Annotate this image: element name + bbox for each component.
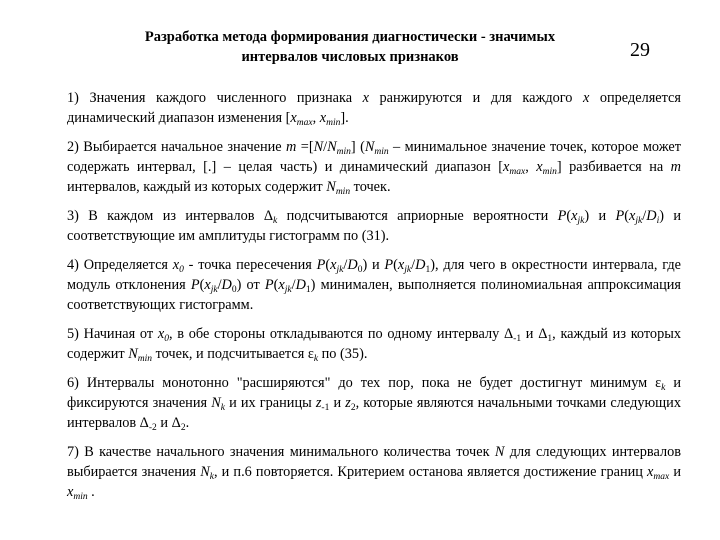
step-7: 7) В качестве начального значения минимального количества точек N для следующих интервалов выбирается значения $N_k$, и п.6 повторяется. Критерием останова является достижение границ $x_{max}$ и $x_{min}$ .: [67, 444, 681, 502]
page-number: 29: [630, 39, 650, 61]
title-line-2: интервалов числовых признаков: [241, 49, 459, 65]
step-1: 1) Значения каждого численного признака x ранжируются и для каждого x определяется динамический диапазон изменения [$x_{max}$, $x_{min}$].: [67, 90, 681, 128]
step-3: 3) В каждом из интервалов $\Delta_k$ подсчитываются априорные вероятности $P(x_{jk})$ и $P(x_{jk}/D_i)$ и соответствующие им амплитуды гистограмм по (31).: [67, 208, 681, 244]
page-title: [100, 27, 600, 67]
title-line-1: Разработка метода формирования диагностически - значимых: [144, 29, 556, 45]
step-2: 2) Выбирается начальное значение $m =[N/N_{min}]$ ($N_{min}$ – минимальное значение точек, которое может содержать интервал, [.] – целая часть) и динамический диапазон [$x_{max}$, $x_{min}$] разбивается на m интервалов, каждый из которых содержит $N_{min}$ точек.: [67, 139, 681, 197]
step-6: 6) Интервалы монотонно "расширяются" до тех пор, пока не будет достигнут минимум $\varepsilon_k$ и фиксируются значения $N_k$ и их границы $z_{-1}$ и $z_2$, которые являются начальными точками следующих интервалов $\Delta_{-2}$ и $\Delta_2$.: [67, 375, 681, 433]
step-5: 5) Начиная от $x_0$, в обе стороны откладываются по одному интервалу $\Delta_{-1}$ и $\Delta_1$, каждый из которых содержит $N_{min}$ точек, и подсчитывается $\varepsilon_k$ по (35).: [67, 326, 681, 364]
content: [67, 88, 681, 502]
step-4: 4) Определяется $x_0$ - точка пересечения $P(x_{jk}/D_0)$ и $P(x_{jk}/D_1)$, для чего в окрестности интервала, где модуль отклонения $P(x_{jk}/D_0)$ от $P(x_{jk}/D_1)$ минимален, выполняется полиномиальная аппроксимация соответствующих гистограмм.: [67, 257, 681, 313]
